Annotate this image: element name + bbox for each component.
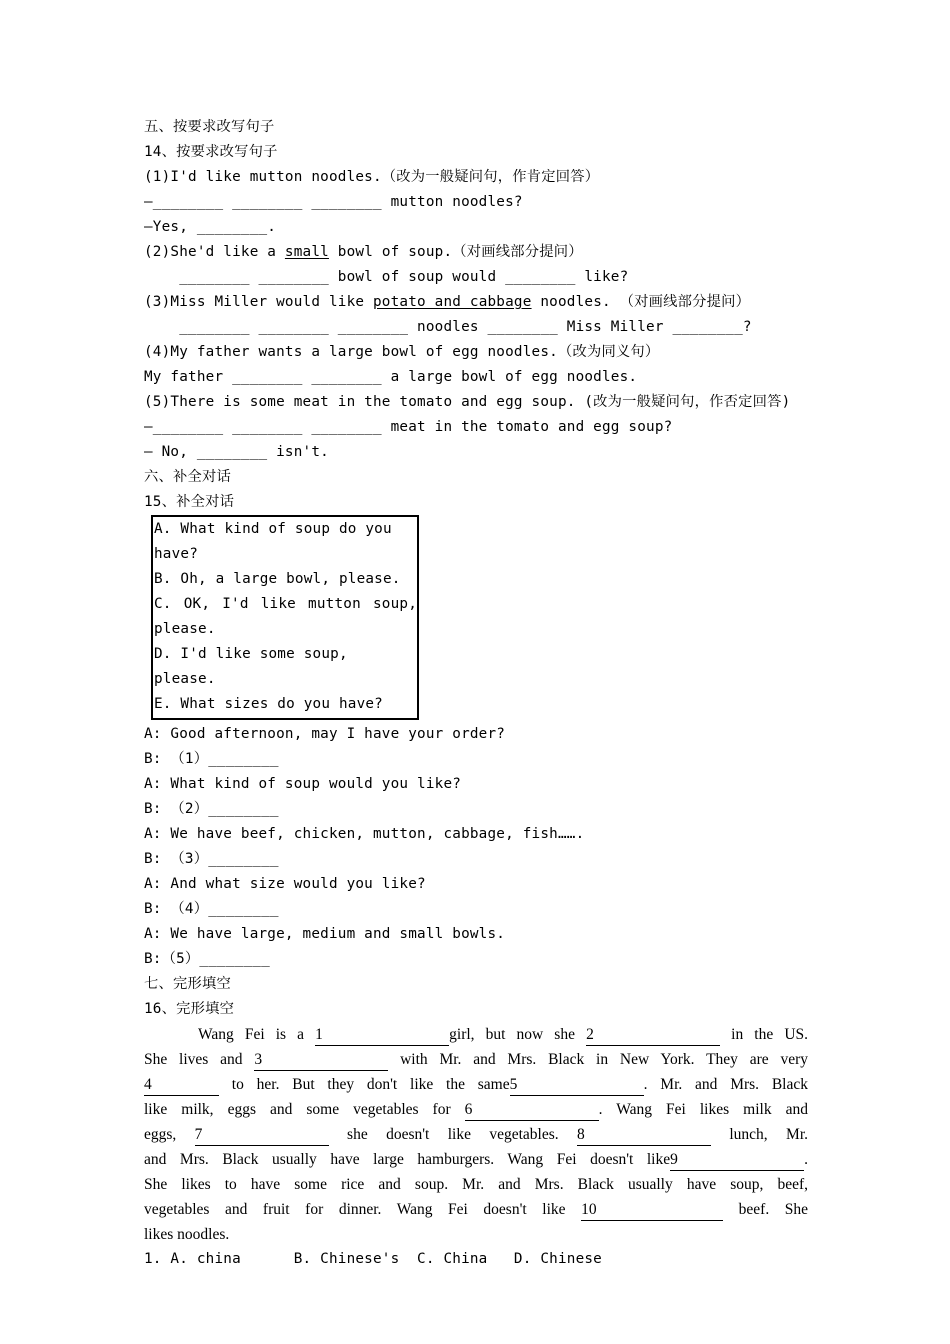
question-16-title: 16、完形填空 (144, 1001, 235, 1017)
q14-item-1-answer: —Yes, ________. (144, 219, 277, 235)
blank-1: 1 (315, 1025, 449, 1046)
q14-item-2-text-a: (2)She'd like a (144, 244, 285, 260)
passage-text: She lives and (144, 1051, 255, 1068)
option-c-cont: please. (154, 621, 216, 637)
passage-row (144, 1072, 808, 1097)
question-15-title: 15、补全对话 (144, 494, 235, 510)
passage-row (144, 1097, 808, 1122)
passage-text: . (804, 1151, 808, 1168)
passage-text: vegetables and fruit for dinner. Wang Fei doesn't like (144, 1201, 582, 1218)
option-a: A. What kind of soup do you have? (154, 521, 392, 562)
passage-row (144, 1047, 808, 1072)
passage-text: beef. She (723, 1201, 809, 1218)
blank-7: 7 (195, 1125, 329, 1146)
passage-text: with Mr. and Mrs. Black in New York. They are very (388, 1051, 808, 1068)
q14-item-3-underlined: potato and cabbage (373, 294, 532, 310)
options-box (151, 515, 419, 720)
dialogue-line: B: （4）________ (144, 901, 279, 917)
passage-text: and Mrs. Black usually have large hamburgers. Wang Fei doesn't like (144, 1151, 671, 1168)
passage-text: girl, but now she (449, 1026, 587, 1043)
q14-item-1-blanks: —________ ________ ________ mutton noodles? (144, 194, 523, 210)
dialogue-line: B: （2）________ (144, 801, 279, 817)
dialogue-line: A: Good afternoon, may I have your order? (144, 726, 506, 742)
passage-text: . Wang Fei likes milk and (598, 1101, 808, 1118)
choice-1: 1. A. china B. Chinese's C. China D. Chinese (144, 1251, 602, 1267)
passage-text: she doesn't like vegetables. (328, 1126, 577, 1143)
passage-row (144, 1022, 808, 1047)
blank-3: 3 (254, 1050, 388, 1071)
dialogue-line: A: What kind of soup would you like? (144, 776, 462, 792)
q14-item-3 (144, 290, 808, 315)
section-6-heading: 六、补全对话 (144, 469, 231, 485)
passage-row (144, 1122, 808, 1147)
passage-text: like milk, eggs and some vegetables for (144, 1101, 465, 1118)
dialogue-line: B: （1）________ (144, 751, 279, 767)
q14-item-3-blanks: ________ ________ ________ noodles ________ Miss Miller ________? (144, 319, 752, 335)
passage-row: likes noodles. (144, 1226, 230, 1243)
q14-item-3-text-a: (3)Miss Miller would like (144, 294, 373, 310)
passage-row (144, 1147, 808, 1172)
passage-row (144, 1197, 808, 1222)
q14-item-5-answer: — No, ________ isn't. (144, 444, 329, 460)
passage-text: Wang Fei is a (198, 1026, 316, 1043)
passage-row: She likes to have some rice and soup. Mr. and Mrs. Black usually have soup, beef, (144, 1176, 808, 1193)
q14-item-5: (5)There is some meat in the tomato and egg soup. (改为一般疑问句，作否定回答) (144, 394, 791, 410)
option-c: C. OK, I'd like mutton soup, (154, 596, 417, 612)
blank-2: 2 (586, 1025, 720, 1046)
option-e: E. What sizes do you have? (154, 696, 383, 712)
q14-item-4: (4)My father wants a large bowl of egg noodles.（改为同义句） (144, 344, 660, 360)
passage-text: to her. But they don't like the same (219, 1076, 510, 1093)
q14-item-1: (1)I'd like mutton noodles.（改为一般疑问句，作肯定回答） (144, 169, 600, 185)
option-d: D. I'd like some soup, please. (154, 646, 348, 687)
blank-9: 9 (670, 1150, 804, 1171)
blank-8: 8 (577, 1125, 711, 1146)
q14-item-2-blanks: ________ ________ bowl of soup would ________ like? (144, 269, 629, 285)
q14-item-5-blanks: —________ ________ ________ meat in the tomato and egg soup? (144, 419, 673, 435)
dialogue-line: B: （3）________ (144, 851, 279, 867)
blank-10: 10 (581, 1200, 723, 1221)
section-5-heading: 五、按要求改写句子 (144, 119, 275, 135)
q14-item-4-blanks: My father ________ ________ a large bowl of egg noodles. (144, 369, 638, 385)
dialogue-line: A: We have large, medium and small bowls. (144, 926, 506, 942)
section-7-heading: 七、完形填空 (144, 976, 231, 992)
q14-item-2-underlined: small (284, 244, 329, 260)
q14-item-2 (144, 240, 808, 265)
question-14-title: 14、按要求改写句子 (144, 144, 278, 160)
passage-text: eggs, (144, 1126, 195, 1143)
passage-text: . Mr. and Mrs. Black (643, 1076, 808, 1093)
blank-5: 5 (510, 1075, 644, 1096)
blank-4: 4 (144, 1075, 219, 1096)
passage-text: in the US. (720, 1026, 809, 1043)
worksheet-page (144, 115, 808, 1272)
q14-item-3-text-b: noodles. （对画线部分提问） (531, 294, 751, 310)
dialogue-line: B:（5）________ (144, 951, 270, 967)
cloze-passage (144, 1022, 808, 1247)
dialogue-line: A: And what size would you like? (144, 876, 426, 892)
passage-text: lunch, Mr. (710, 1126, 809, 1143)
option-b: B. Oh, a large bowl, please. (154, 571, 401, 587)
q14-item-2-text-b: bowl of soup.（对画线部分提问） (328, 244, 583, 260)
blank-6: 6 (465, 1100, 599, 1121)
dialogue-line: A: We have beef, chicken, mutton, cabbage, fish……. (144, 826, 585, 842)
